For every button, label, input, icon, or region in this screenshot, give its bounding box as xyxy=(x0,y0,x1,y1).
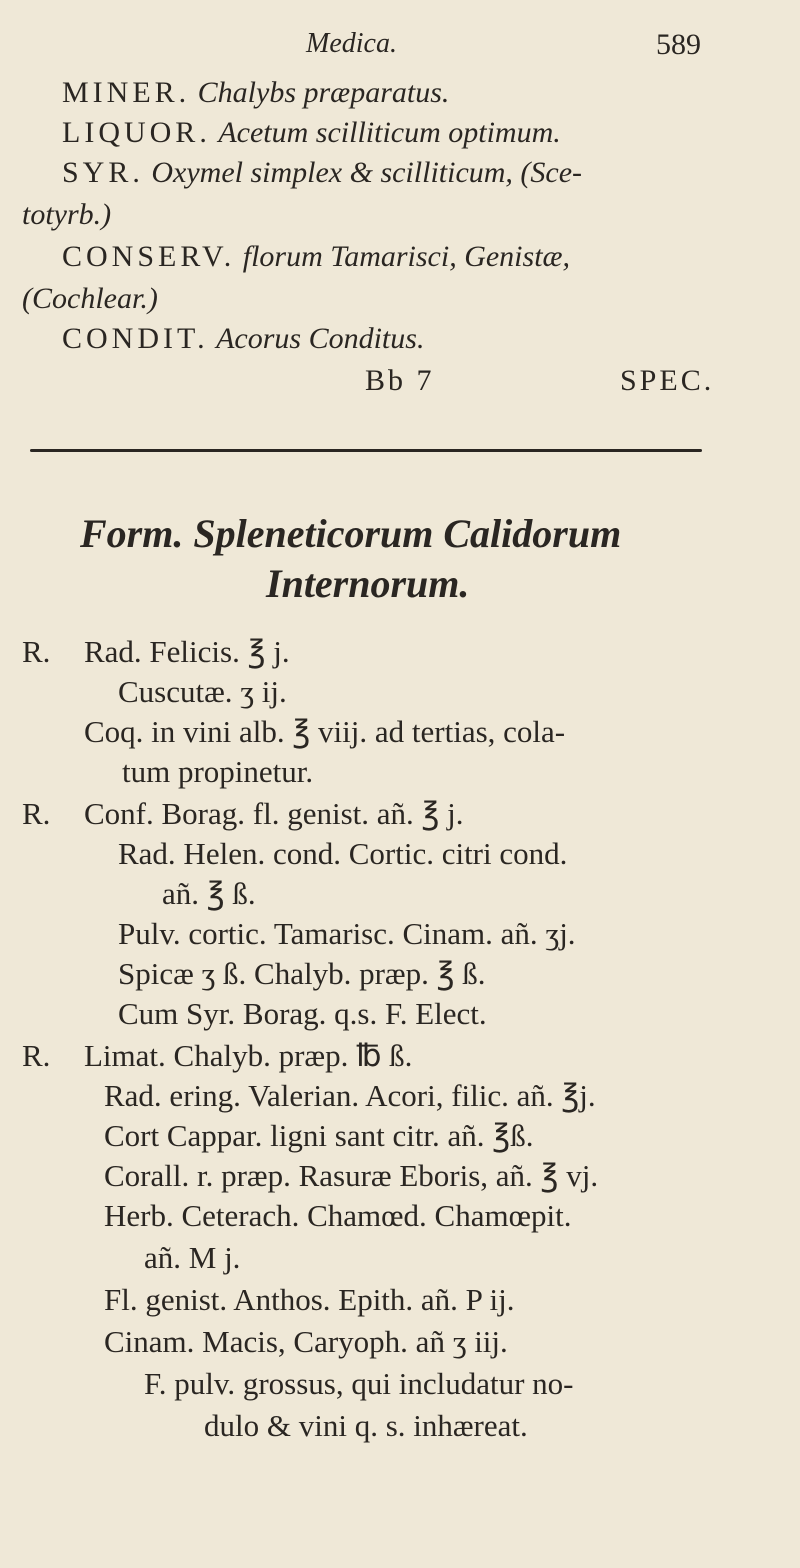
list-item-continuation xyxy=(22,200,111,230)
recipe-line: Fl. genist. Anthos. Epith. añ. P ij. xyxy=(104,1282,515,1317)
list-label: LIQUOR. xyxy=(62,116,211,149)
catchword: SPEC. xyxy=(620,364,715,397)
list-text: Chalybs præparatus. xyxy=(197,76,450,109)
recipe-line: Herb. Ceterach. Chamœd. Chamœpit. xyxy=(104,1198,572,1233)
list-item-continuation xyxy=(22,284,158,314)
list-text: Acorus Conditus. xyxy=(216,322,425,355)
recipe-line: Spicæ ʒ ß. Chalyb. præp. ℥ ß. xyxy=(118,956,486,991)
recipe-mark: R. xyxy=(22,634,51,669)
list-text: (Cochlear.) xyxy=(22,282,158,315)
running-title: Medica. xyxy=(306,28,397,59)
recipe-line: Cort Cappar. ligni sant citr. añ. ℥ß. xyxy=(104,1118,534,1153)
recipe-line: Cuscutæ. ʒ ij. xyxy=(118,674,287,709)
list-text: florum Tamarisci, Genistæ, xyxy=(242,240,571,273)
recipe-mark: R. xyxy=(22,1038,51,1073)
recipe-mark: R. xyxy=(22,796,51,831)
list-text: Oxymel simplex & scilliticum, (Sce- xyxy=(151,156,583,189)
list-label: SYR. xyxy=(62,156,144,189)
recipe-line: dulo & vini q. s. inhæreat. xyxy=(204,1408,528,1443)
recipe-line: Cinam. Macis, Caryoph. añ ʒ iij. xyxy=(104,1324,508,1359)
list-label: CONDIT. xyxy=(62,322,209,355)
recipe-line: Pulv. cortic. Tamarisc. Cinam. añ. ʒj. xyxy=(118,916,576,951)
list-text: Acetum scilliticum optimum. xyxy=(218,116,561,149)
recipe-line: añ. M j. xyxy=(144,1240,241,1275)
recipe-line: Coq. in vini alb. ℥ viij. ad tertias, cola- xyxy=(84,714,566,749)
list-item xyxy=(62,78,449,108)
recipe-line: añ. ℥ ß. xyxy=(162,876,256,911)
signature-mark: Bb 7 xyxy=(365,364,435,397)
section-title-continued: Internorum. xyxy=(266,561,470,606)
list-item xyxy=(62,118,561,148)
recipe-line: Cum Syr. Borag. q.s. F. Elect. xyxy=(118,996,487,1031)
section-title: Form. Spleneticorum Calidorum xyxy=(80,511,622,556)
page-number: 589 xyxy=(656,28,701,61)
recipe-line: Rad. Helen. cond. Cortic. citri cond. xyxy=(118,836,568,871)
list-item xyxy=(62,324,424,354)
recipe-line: Rad. ering. Valerian. Acori, filic. añ. ℥j. xyxy=(104,1078,596,1113)
recipe-line: Corall. r. præp. Rasuræ Eboris, añ. ℥ vj. xyxy=(104,1158,599,1193)
recipe-line: tum propinetur. xyxy=(122,754,314,789)
list-label: CONSERV. xyxy=(62,240,236,273)
list-item xyxy=(62,242,570,272)
divider-rule xyxy=(30,449,702,452)
list-item xyxy=(62,158,582,188)
list-text: totyrb.) xyxy=(22,198,112,231)
recipe-line: Rad. Felicis. ℥ j. xyxy=(84,634,290,669)
recipe-line: F. pulv. grossus, qui includatur no- xyxy=(144,1366,574,1401)
recipe-line: Limat. Chalyb. præp. ℔ ß. xyxy=(84,1038,413,1073)
recipe-line: Conf. Borag. fl. genist. añ. ℥ j. xyxy=(84,796,464,831)
list-label: MINER. xyxy=(62,76,191,109)
